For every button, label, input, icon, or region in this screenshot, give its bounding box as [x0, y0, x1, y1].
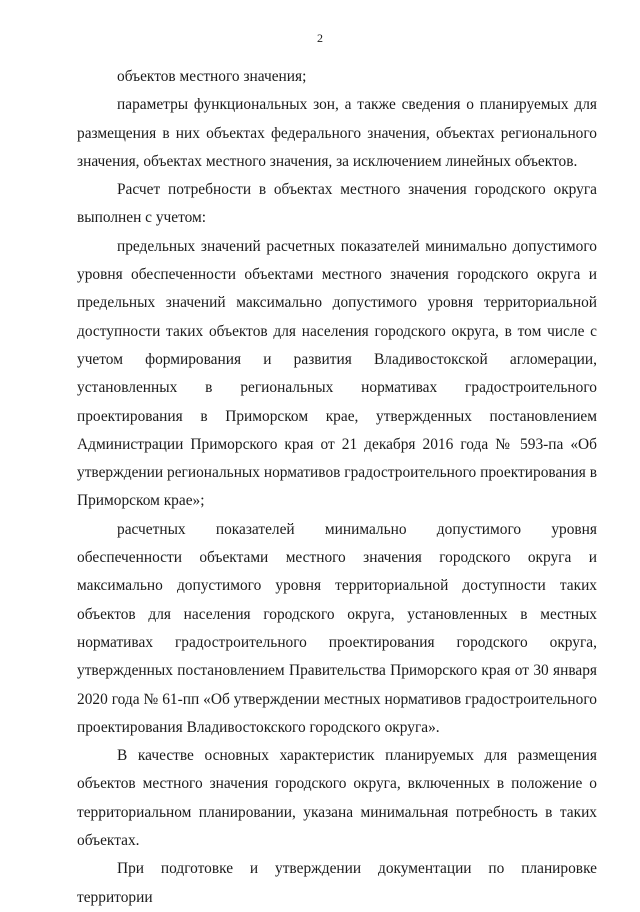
page-number: 2 [317, 31, 323, 45]
paragraph: параметры функциональных зон, а также сведения о планируемых для размещения в них объектах федерального значения, объектах регионального значения, объектах местного значения, за исключением линейных объектов. [77, 96, 597, 170]
paragraph: предельных значений расчетных показателей минимально допустимого уровня обеспеченности объектами местного значения городского округа и предельных значений максимально допустимого уровня территориальной доступности таких объектов для населения городского округа, в том числе с учетом формирования и развития Владивостокской агломерации, установленных в региональных нормативах градостроительного проектирования в Приморском крае, утвержденных постановлением Администрации Приморского края от 21 декабря 2016 года № 593-па «Об утверждении региональных нормативов градостроительного проектирования в Приморском крае»; [77, 237, 597, 510]
paragraph: объектов местного значения; [117, 68, 307, 85]
paragraph: При подготовке и утверждении документации по планировке территории [77, 860, 597, 906]
paragraph: расчетных показателей минимально допустимого уровня обеспеченности объектами местного значения городского округа и максимально допустимого уровня территориальной доступности таких объектов для населения городского округа, установленных в местных нормативах градостроительного проектирования городского округа, утвержденных постановлением Правительства Приморского края от 30 января 2020 года № 61-пп «Об утверждении местных нормативов градостроительного проектирования Владивостокского городского округа». [77, 520, 597, 736]
document-body [77, 63, 597, 912]
paragraph: Расчет потребности в объектах местного значения городского округа выполнен с учетом: [77, 181, 597, 227]
paragraph: В качестве основных характеристик планируемых для размещения объектов местного значения городского округа, включенных в положение о территориальном планировании, указана минимальная потребность в таких объектах. [77, 747, 597, 850]
